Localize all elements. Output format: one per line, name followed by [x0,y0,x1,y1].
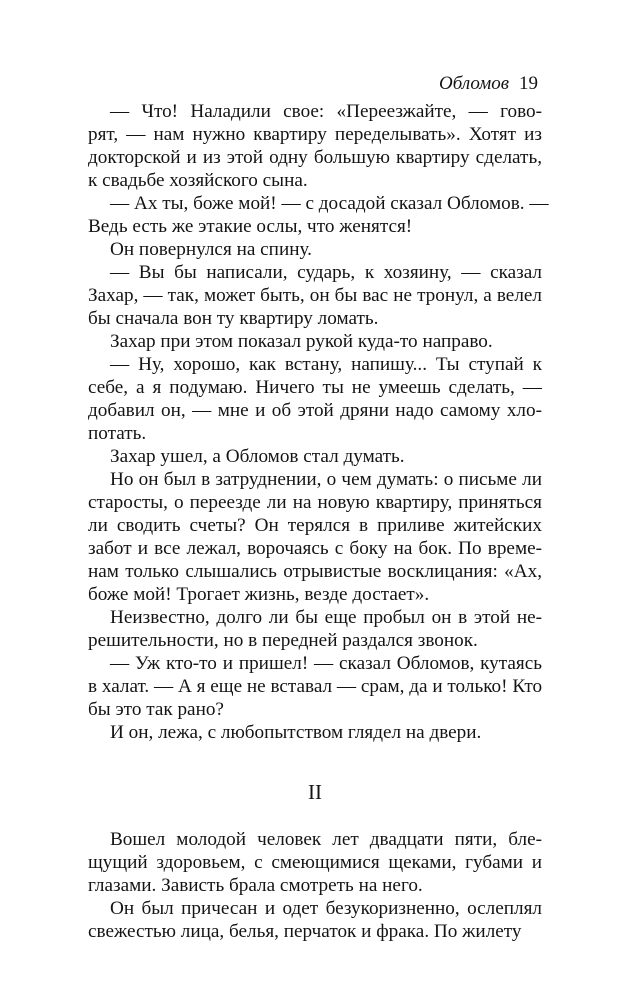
text-line: себе, а я подумаю. Ничего ты не умеешь сделать, — [88,377,542,398]
text-line: свежестью лица, белья, перчаток и фрака. По жилету [88,921,522,942]
text-line: — Вы бы написали, сударь, к хозяину, — сказал [110,262,542,283]
text-line: Захар при этом показал рукой куда-то направо. [110,331,493,352]
text-line: решительности, но в передней раздался звонок. [88,630,478,651]
text-line: — Ну, хорошо, как встану, напишу... Ты ступай к [110,354,542,375]
text-line: в халат. — А я еще не вставал — срам, да и только! Кто [88,676,543,697]
text-line: бы это так рано? [88,699,224,720]
text-line: глазами. Зависть брала смотреть на него. [88,875,423,896]
text-line: добавил он, — мне и об этой дряни надо самому хло- [88,400,542,421]
paragraph [88,721,542,744]
paragraph [88,261,542,330]
paragraph [88,445,542,468]
paragraph [88,192,549,238]
text-line: рят, — нам нужно квартиру переделывать». Хотят из [88,124,542,145]
text-line: Захар ушел, а Обломов стал думать. [110,446,405,467]
text-line: Он повернулся на спину. [110,239,312,260]
text-line: бы сначала вон ту квартиру ломать. [88,308,379,329]
text-line: забот и все лежал, ворочаясь с боку на бок. По време- [88,538,542,559]
text-line: нам только слышались отрывистые восклицания: «Ах, [88,561,542,582]
text-line: щущий здоровьем, с смеющимися щеками, губами и [88,852,542,873]
paragraph [88,330,542,353]
body-text [88,100,549,943]
section-gap [88,744,542,780]
text-line: Ведь есть же этакие ослы, что женятся! [88,216,413,237]
text-line: Вошел молодой человек лет двадцати пяти, бле- [110,829,542,850]
text-line: Неизвестно, долго ли бы еще пробыл он в этой не- [110,607,542,628]
text-line: боже мой! Трогает жизнь, везде достает». [88,584,430,605]
paragraph [88,828,542,897]
running-header [439,72,538,96]
text-line: И он, лежа, с любопытством глядел на двери. [110,722,482,743]
paragraph [88,100,542,192]
text-line: к свадьбе хозяйского сына. [88,170,308,191]
text-line: — Что! Наладили свое: «Переезжайте, — гово- [110,101,542,122]
text-line: потать. [88,423,147,444]
text-line: старосты, о переезде ли на новую квартиру, приняться [88,492,542,513]
paragraph [88,652,542,721]
text-block-before [88,100,549,744]
running-header-title: Обломов [439,73,509,94]
paragraph [88,897,542,943]
text-line: Но он был в затруднении, о чем думать: о письме ли [110,469,542,490]
paragraph [88,606,542,652]
paragraph [88,353,542,445]
text-line: — Ах ты, боже мой! — с досадой сказал Обломов. — [110,193,549,214]
section-gap [88,804,542,828]
text-line: ли сводить счеты? Он терялся в приливе житейских [88,515,542,536]
paragraph [88,468,542,606]
text-line: Захар, — так, может быть, он бы вас не тронул, а велел [88,285,542,306]
text-block-after [88,828,542,943]
page-number: 19 [519,73,538,94]
paragraph [88,238,542,261]
text-line: Он был причесан и одет безукоризненно, ослеплял [110,898,542,919]
text-line: — Уж кто-то и пришел! — сказал Обломов, кутаясь [110,653,542,674]
text-line: докторской и из этой одну большую квартиру сделать, [88,147,542,168]
chapter-heading: II [308,780,322,804]
